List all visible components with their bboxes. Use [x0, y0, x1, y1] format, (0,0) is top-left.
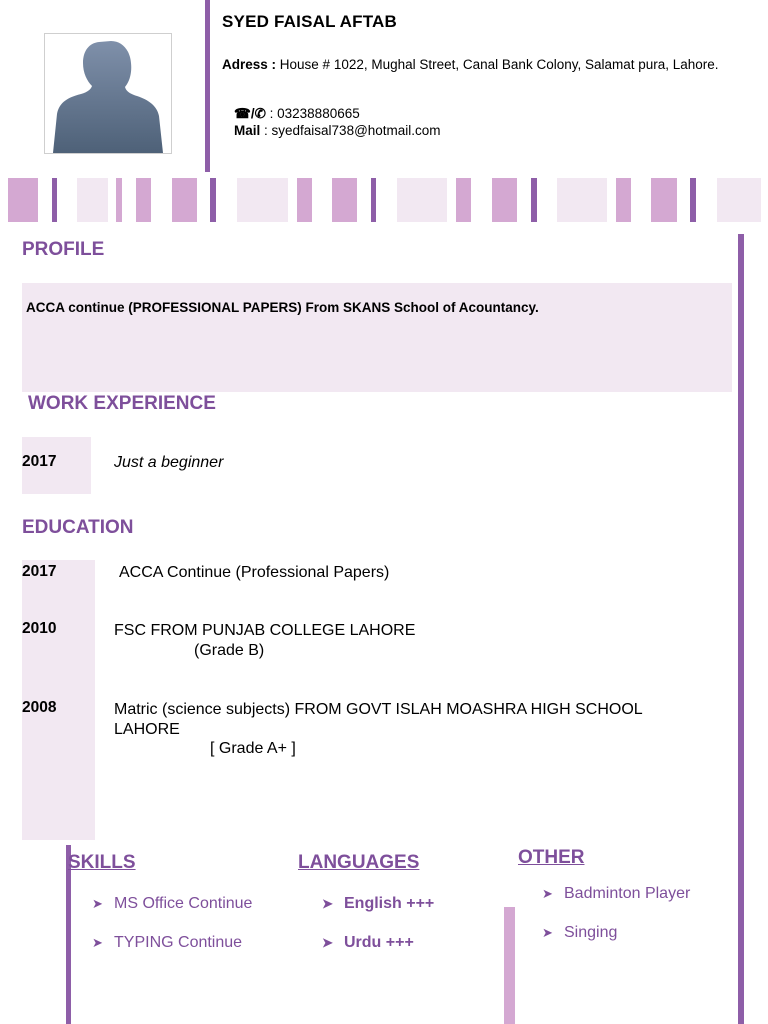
profile-photo [44, 33, 172, 154]
education-grade: [ Grade A+ ] [210, 740, 296, 757]
header-divider [205, 0, 210, 172]
work-year: 2017 [22, 453, 57, 470]
skill-label: MS Office Continue [114, 895, 253, 912]
other-heading: OTHER [518, 847, 585, 868]
work-experience-heading: WORK EXPERIENCE [28, 393, 216, 414]
profile-text: ACCA continue (PROFESSIONAL PAPERS) From SKANS School of Acountancy. [26, 300, 539, 315]
address [222, 57, 747, 73]
education-entry: ACCA Continue (Professional Papers) [119, 564, 390, 581]
phone-line [234, 106, 360, 122]
other-label: Singing [564, 924, 618, 941]
other-item [542, 885, 690, 903]
phone-value: : 03238880665 [265, 106, 360, 121]
decorative-stripe-band [0, 178, 768, 222]
education-year: 2008 [22, 699, 57, 716]
education-grade: (Grade B) [194, 642, 265, 659]
education-entry-continued: LAHORE [114, 721, 180, 738]
other-rule [504, 907, 515, 1024]
phone-icon: ☎/✆ [234, 106, 266, 121]
right-border-rule [738, 234, 744, 1024]
education-entry: FSC FROM PUNJAB COLLEGE LAHORE [114, 622, 416, 639]
other-item [542, 924, 617, 942]
arrow-bullet-icon: ➤ [92, 896, 103, 911]
arrow-bullet-icon: ➤ [92, 935, 103, 950]
arrow-bullet-icon: ➤ [322, 935, 333, 950]
education-heading: EDUCATION [22, 517, 134, 538]
mail-label: Mail [234, 123, 261, 138]
education-year: 2017 [22, 563, 57, 580]
arrow-bullet-icon: ➤ [542, 925, 553, 940]
education-year: 2010 [22, 620, 57, 637]
languages-heading: LANGUAGES [298, 852, 420, 873]
skill-item [92, 934, 242, 952]
other-label: Badminton Player [564, 885, 691, 902]
arrow-bullet-icon: ➤ [322, 896, 333, 911]
arrow-bullet-icon: ➤ [542, 886, 553, 901]
language-item [322, 895, 434, 913]
candidate-name: SYED FAISAL AFTAB [222, 12, 397, 31]
profile-heading: PROFILE [22, 239, 105, 260]
address-value: House # 1022, Mughal Street, Canal Bank Colony, Salamat pura, Lahore. [276, 57, 719, 72]
education-entry: Matric (science subjects) FROM GOVT ISLAH MOASHRA HIGH SCHOOL [114, 701, 643, 718]
mail-value: : syedfaisal738@hotmail.com [260, 123, 441, 138]
person-silhouette-icon [45, 34, 171, 153]
mail-line [234, 123, 441, 138]
address-label: Adress : [222, 57, 277, 72]
skill-label: TYPING Continue [114, 934, 243, 951]
skill-item [92, 895, 252, 913]
work-description: Just a beginner [114, 454, 224, 471]
skills-heading: SKILLS [68, 852, 136, 873]
language-label: Urdu +++ [344, 934, 414, 951]
language-item [322, 934, 414, 952]
language-label: English +++ [344, 895, 435, 912]
